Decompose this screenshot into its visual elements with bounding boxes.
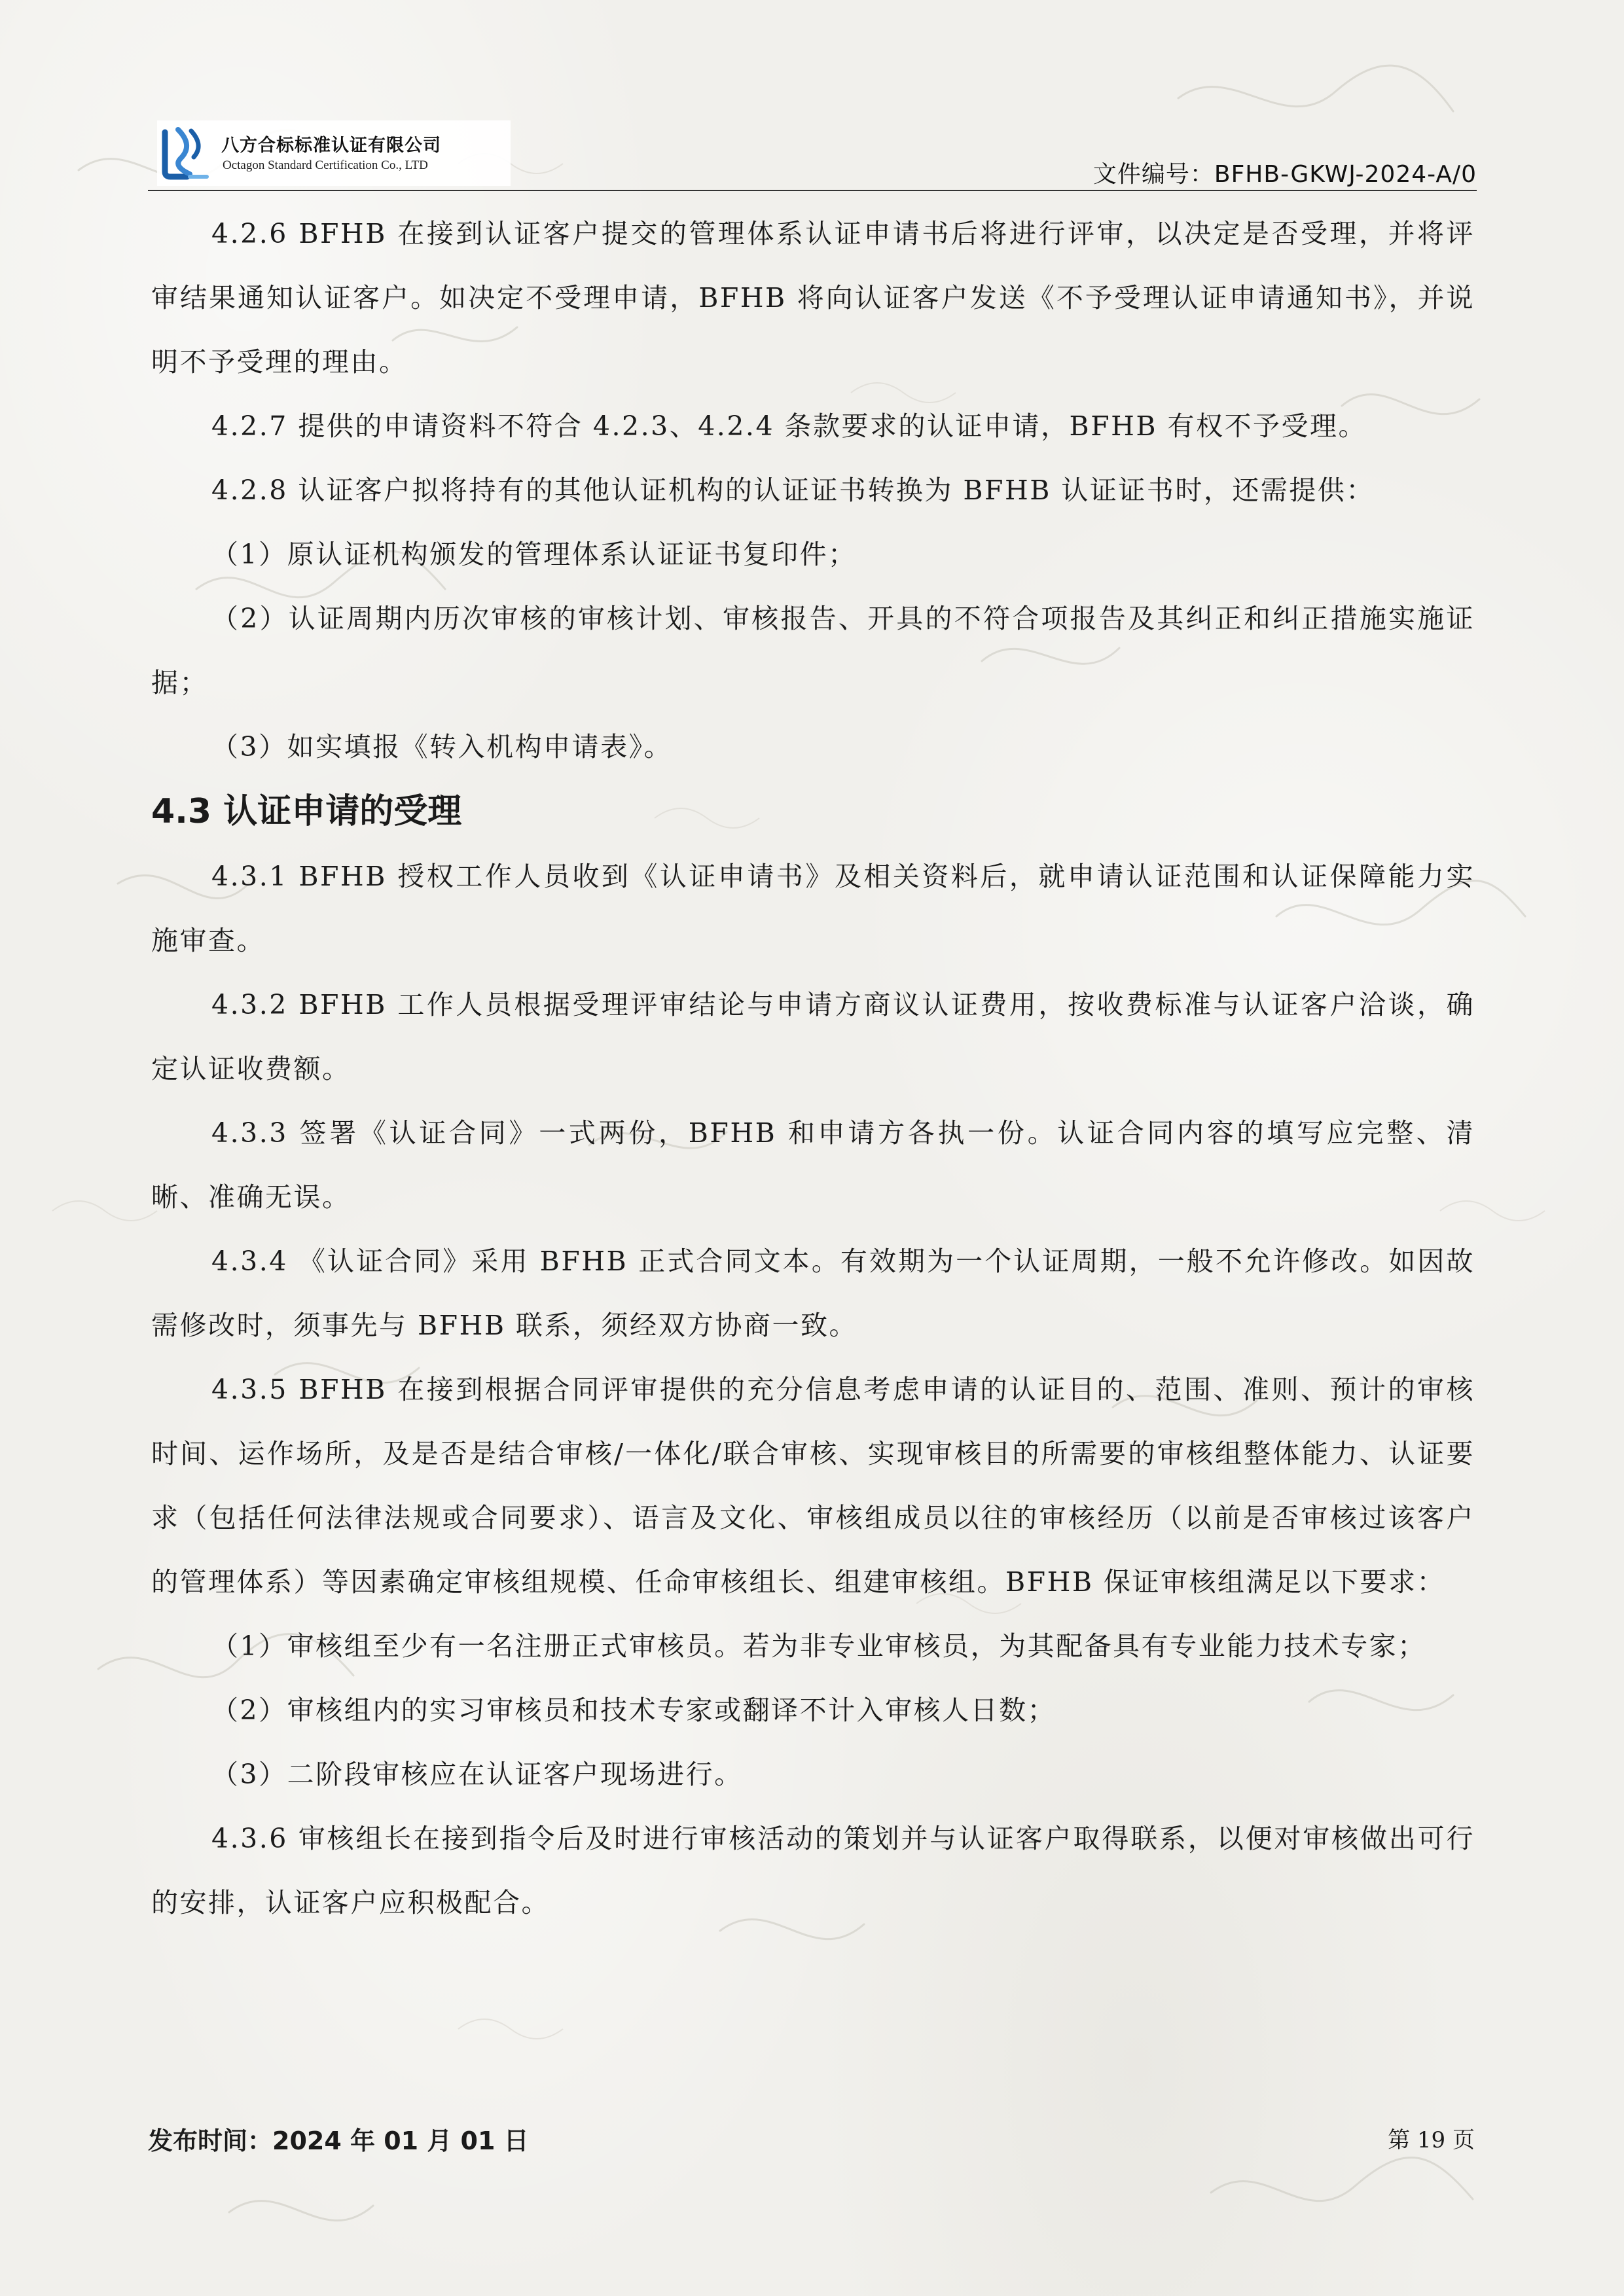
company-name-en: Octagon Standard Certification Co., LTD <box>223 158 428 172</box>
page-number: 第 19 页 <box>1388 2127 1475 2153</box>
paragraph: 4.3.2 BFHB 工作人员根据受理评审结论与申请方商议认证费用，按收费标准与认证客户洽谈，确定认证收费额。 <box>151 989 1475 1085</box>
company-logo <box>157 120 511 186</box>
company-name-cn: 八方合标标准认证有限公司 <box>221 135 441 156</box>
document-body <box>151 202 1475 1935</box>
paragraph: （3）二阶段审核应在认证客户现场进行。 <box>211 1759 743 1790</box>
page-header <box>148 111 1477 191</box>
paragraph: 4.3.1 BFHB 授权工作人员收到《认证申请书》及相关资料后，就申请认证范围和认证保障能力实施审查。 <box>151 861 1475 956</box>
document-number: 文件编号：BFHB-GKWJ-2024-A/0 <box>1092 161 1477 188</box>
paragraph: 4.3.4 《认证合同》采用 BFHB 正式合同文本。有效期为一个认证周期，一般不允许修改。如因故需修改时，须事先与 BFHB 联系，须经双方协商一致。 <box>151 1246 1475 1341</box>
paragraph: 4.2.7 提供的申请资料不符合 4.2.3、4.2.4 条款要求的认证申请，BFHB 有权不予受理。 <box>211 410 1367 442</box>
paragraph: 4.3.6 审核组长在接到指令后及时进行审核活动的策划并与认证客户取得联系，以便对审核做出可行的安排，认证客户应积极配合。 <box>151 1823 1475 1918</box>
paragraph: 4.3.3 签署《认证合同》一式两份，BFHB 和申请方各执一份。认证合同内容的填写应完整、清晰、准确无误。 <box>151 1117 1475 1213</box>
paragraph: （3）如实填报《转入机构申请表》。 <box>211 731 673 762</box>
section-heading: 4.3 认证申请的受理 <box>151 792 462 831</box>
paragraph: 4.3.5 BFHB 在接到根据合同评审提供的充分信息考虑申请的认证目的、范围、准则、预计的审核时间、运作场所，及是否是结合审核/一体化/联合审核、实现审核目的所需要的审核组整体能力、认证要求（包括任何法律法规或合同要求）、语言及文化、审核组成员以往的审核经历（以前是否审核过该客户的管理体系）等因素确定审核组规模、任命审核组长、组建审核组。BFHB 保证审核组满足以下要求： <box>151 1374 1475 1598</box>
paragraph: 4.2.8 认证客户拟将持有的其他认证机构的认证证书转换为 BFHB 认证证书时，还需提供： <box>211 475 1375 506</box>
paragraph: （1）审核组至少有一名注册正式审核员。若为非专业审核员，为其配备具有专业能力技术专家； <box>211 1630 1426 1662</box>
paragraph: （2）认证周期内历次审核的审核计划、审核报告、开具的不符合项报告及其纠正和纠正措施实施证据； <box>151 603 1475 698</box>
paragraph: 4.2.6 BFHB 在接到认证客户提交的管理体系认证申请书后将进行评审，以决定是否受理，并将评审结果通知认证客户。如决定不受理申请，BFHB 将向认证客户发送《不予受理认证申请通知书》，并说明不予受理的理由。 <box>151 218 1475 378</box>
publish-date: 发布时间：2024 年 01 月 01 日 <box>148 2126 529 2155</box>
paragraph: （1）原认证机构颁发的管理体系认证证书复印件； <box>211 539 857 570</box>
paragraph: （2）审核组内的实习审核员和技术专家或翻译不计入审核人日数； <box>211 1695 1056 1726</box>
header-divider <box>148 190 1477 191</box>
company-logo-icon <box>161 126 209 181</box>
